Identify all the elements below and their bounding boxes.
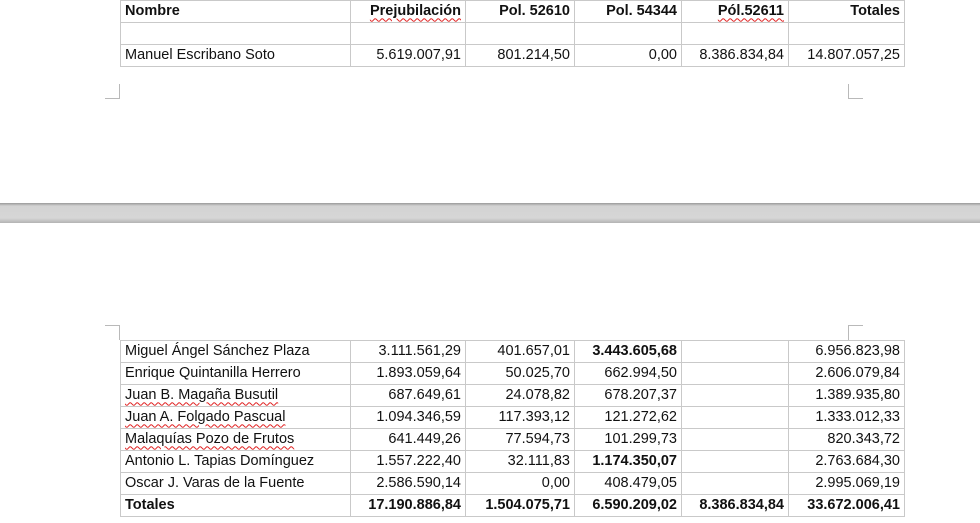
cell-totales[interactable]: 2.763.684,30 — [789, 451, 905, 473]
detail-table-body — [121, 341, 905, 517]
cell-pol-52611[interactable] — [682, 473, 789, 495]
table-row — [121, 45, 905, 67]
header-row — [121, 1, 905, 23]
empty-cell[interactable] — [789, 23, 905, 45]
cell-prejubilacion[interactable]: 1.557.222,40 — [351, 451, 466, 473]
cell-totales[interactable]: 6.956.823,98 — [789, 341, 905, 363]
header-totales[interactable]: Totales — [789, 1, 905, 23]
cell-pol-54344[interactable]: 121.272,62 — [575, 407, 682, 429]
cell-nombre-text: Juan B. Magaña Busutil — [125, 387, 279, 404]
cell-pol-54344[interactable]: 662.994,50 — [575, 363, 682, 385]
cell-prejubilacion[interactable]: 1.094.346,59 — [351, 407, 466, 429]
document-page-top — [0, 0, 980, 203]
totals-row — [121, 495, 905, 517]
table-row — [121, 385, 905, 407]
cell-pol-52610[interactable]: 117.393,12 — [466, 407, 575, 429]
cell-pol-52611[interactable] — [682, 407, 789, 429]
cell-pol-52611[interactable] — [682, 363, 789, 385]
cell-pol-52611[interactable] — [682, 341, 789, 363]
cell-prejubilacion[interactable]: 641.449,26 — [351, 429, 466, 451]
cell-totales[interactable]: 2.995.069,19 — [789, 473, 905, 495]
margin-corner-mark — [848, 325, 863, 340]
cell-pol-52611[interactable] — [682, 385, 789, 407]
cell-totales[interactable]: 14.807.057,25 — [789, 45, 905, 67]
table-row — [121, 407, 905, 429]
cell-pol-52611[interactable] — [682, 429, 789, 451]
cell-nombre-text: Malaquías Pozo de Frutos — [125, 431, 295, 448]
cell-pol-52610[interactable]: 401.657,01 — [466, 341, 575, 363]
header-pol-52610[interactable]: Pol. 52610 — [466, 1, 575, 23]
cell-pol-52611[interactable]: 8.386.834,84 — [682, 45, 789, 67]
cell-nombre[interactable]: Manuel Escribano Soto — [121, 45, 351, 67]
empty-cell[interactable] — [575, 23, 682, 45]
cell-nombre-text: Juan A. Folgado Pascual — [125, 409, 286, 426]
cell-nombre[interactable] — [121, 429, 351, 451]
total-pol-54344[interactable]: 6.590.209,02 — [575, 495, 682, 517]
cell-pol-52610[interactable]: 50.025,70 — [466, 363, 575, 385]
margin-corner-mark — [848, 84, 863, 99]
cell-pol-54344[interactable]: 408.479,05 — [575, 473, 682, 495]
cell-pol-54344[interactable]: 0,00 — [575, 45, 682, 67]
table-row — [121, 429, 905, 451]
totals-label[interactable]: Totales — [121, 495, 351, 517]
cell-totales[interactable]: 1.389.935,80 — [789, 385, 905, 407]
empty-cell[interactable] — [466, 23, 575, 45]
cell-pol-52610[interactable]: 801.214,50 — [466, 45, 575, 67]
detail-table-bottom — [120, 340, 905, 517]
total-pol-52610[interactable]: 1.504.075,71 — [466, 495, 575, 517]
table-row — [121, 473, 905, 495]
cell-pol-54344[interactable]: 101.299,73 — [575, 429, 682, 451]
cell-pol-52610[interactable]: 32.111,83 — [466, 451, 575, 473]
cell-pol-54344[interactable]: 1.174.350,07 — [575, 451, 682, 473]
cell-pol-54344[interactable]: 678.207,37 — [575, 385, 682, 407]
header-pol-52611[interactable] — [682, 1, 789, 23]
cell-prejubilacion[interactable]: 3.111.561,29 — [351, 341, 466, 363]
cell-pol-54344[interactable]: 3.443.605,68 — [575, 341, 682, 363]
cell-nombre[interactable] — [121, 385, 351, 407]
empty-cell[interactable] — [682, 23, 789, 45]
cell-nombre[interactable]: Antonio L. Tapias Domínguez — [121, 451, 351, 473]
header-prejubilacion[interactable] — [351, 1, 466, 23]
empty-cell[interactable] — [121, 23, 351, 45]
cell-totales[interactable]: 1.333.012,33 — [789, 407, 905, 429]
margin-corner-mark — [105, 84, 120, 99]
cell-totales[interactable]: 2.606.079,84 — [789, 363, 905, 385]
margin-corner-mark — [105, 325, 120, 340]
summary-table-top — [120, 0, 905, 67]
table-row — [121, 451, 905, 473]
cell-pol-52610[interactable]: 77.594,73 — [466, 429, 575, 451]
total-prejubilacion[interactable]: 17.190.886,84 — [351, 495, 466, 517]
cell-totales[interactable]: 820.343,72 — [789, 429, 905, 451]
cell-prejubilacion[interactable]: 2.586.590,14 — [351, 473, 466, 495]
empty-row — [121, 23, 905, 45]
empty-cell[interactable] — [351, 23, 466, 45]
header-pol-52611-text: Pól.52611 — [717, 3, 784, 20]
header-prejubilacion-text: Prejubilación — [369, 3, 461, 20]
cell-prejubilacion[interactable]: 5.619.007,91 — [351, 45, 466, 67]
cell-nombre[interactable]: Enrique Quintanilla Herrero — [121, 363, 351, 385]
cell-pol-52610[interactable]: 0,00 — [466, 473, 575, 495]
cell-prejubilacion[interactable]: 687.649,61 — [351, 385, 466, 407]
cell-prejubilacion[interactable]: 1.893.059,64 — [351, 363, 466, 385]
table-row — [121, 341, 905, 363]
cell-pol-52610[interactable]: 24.078,82 — [466, 385, 575, 407]
cell-nombre[interactable]: Oscar J. Varas de la Fuente — [121, 473, 351, 495]
total-totales[interactable]: 33.672.006,41 — [789, 495, 905, 517]
header-pol-54344[interactable]: Pol. 54344 — [575, 1, 682, 23]
cell-pol-52611[interactable] — [682, 451, 789, 473]
page-break-separator — [0, 203, 980, 223]
table-row — [121, 363, 905, 385]
cell-nombre[interactable]: Miguel Ángel Sánchez Plaza — [121, 341, 351, 363]
cell-nombre[interactable] — [121, 407, 351, 429]
total-pol-52611[interactable]: 8.386.834,84 — [682, 495, 789, 517]
header-nombre[interactable]: Nombre — [121, 1, 351, 23]
